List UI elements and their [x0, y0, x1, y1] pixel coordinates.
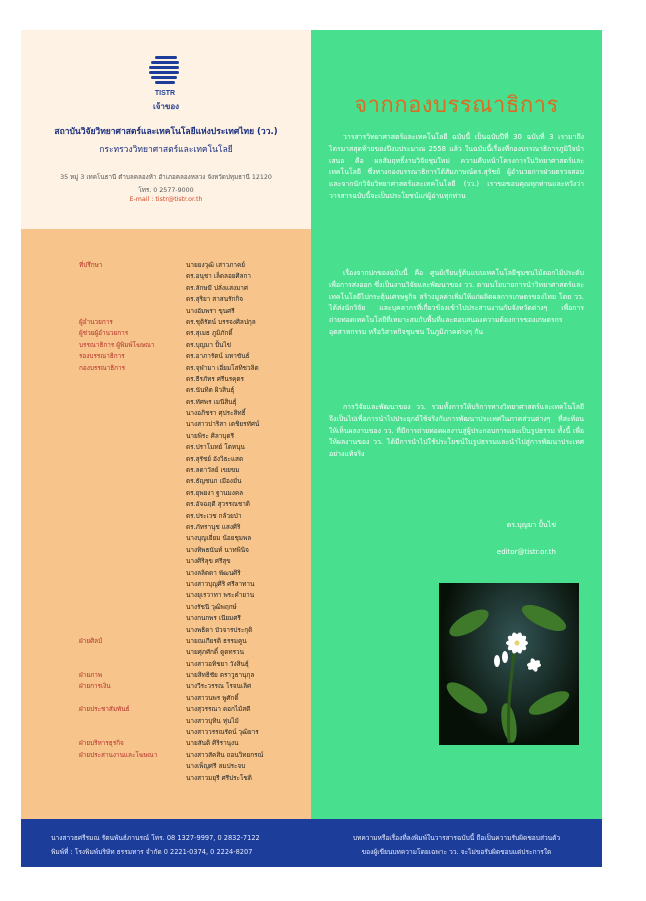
staff-role: กองบรรณาธิการ [79, 363, 126, 372]
staff-row [21, 613, 311, 624]
staff-row [21, 271, 311, 282]
staff-name: ดร.ธัญชนก เมืองมั่น [186, 477, 242, 486]
staff-role: รองบรรณาธิการ [79, 352, 125, 361]
staff-name: นางเพ็ญศรี ลมประจบ [186, 762, 246, 771]
staff-name: ดร.บุญมา ปั้นไข่ [186, 340, 231, 349]
staff-row [21, 454, 311, 465]
staff-row [21, 625, 311, 636]
print-info-footer [21, 819, 311, 867]
staff-name: ดร.จุฬามา เอี่ยมโสทิชวลิต [186, 363, 259, 372]
staff-row [21, 294, 311, 305]
staff-name: นายสิทธิชัย ตราวูธานุกุล [186, 671, 255, 680]
email: E-mail : tistr@tistr.or.th [129, 196, 203, 203]
staff-row [21, 693, 311, 704]
staff-row [21, 442, 311, 453]
signature-email: editor@tistr.or.th [496, 548, 556, 556]
staff-row [21, 568, 311, 579]
staff-row [21, 465, 311, 476]
staff-role: ผู้อำนวยการ [79, 317, 113, 326]
printer-name: พิมพ์ที่ : โรงพิมพ์บริษัท ธรรมทาร จำกัด 0 2221-0374, 0 2224-8207 [51, 848, 253, 856]
phone: โทร. 0 2577-9000 [138, 187, 194, 194]
staff-name: ดร.ประเวช กล้วยป่า [186, 511, 242, 520]
staff-row [21, 670, 311, 681]
jasmine-flower-photo [439, 583, 579, 745]
staff-row [21, 647, 311, 658]
staff-name: นางสุวรรณา ดอกไม้สดี [186, 705, 251, 714]
staff-row [21, 602, 311, 613]
disclaimer-line-1: บทความหรือเรื่องที่ลงพิมพ์ในวารสารฉบับนี้ ถือเป็นความรับผิดชอบส่วนตัว [352, 834, 561, 842]
staff-row [21, 499, 311, 510]
masthead-panel [21, 30, 311, 856]
staff-row [21, 397, 311, 408]
editorial-heading: จากกองบรรณาธิการ [354, 93, 559, 118]
staff-name: ดร.นันทิต ผิวสินธุ์ [186, 386, 235, 395]
staff-row [21, 659, 311, 670]
staff-name: นางกนกพร เนียมศรี [186, 614, 241, 623]
staff-row [21, 590, 311, 601]
staff-role: ฝ่ายบริหารธุรกิจ [79, 739, 124, 748]
staff-name: ดร.ชุติรัตน์ บรรจงศิลปกุล [186, 317, 256, 326]
staff-name: ดร.อนุชา เล็ดลอยศิลกา [186, 272, 251, 281]
staff-row [21, 727, 311, 738]
staff-name: นายศุภศักดิ์ ตูดทรวน [186, 648, 244, 657]
flower-illustration [439, 583, 579, 745]
staff-name: นางลลิตดา พัฒนศิริ [186, 568, 241, 577]
staff-row [21, 556, 311, 567]
institution-name: สถาบันวิจัยวิทยาศาสตร์และเทคโนโลยีแห่งประเทศไทย (วว.) [54, 127, 278, 137]
staff-row [21, 738, 311, 749]
staff-name: นางสาวสัคสิน ถอนวิทยกรณ์ [186, 750, 264, 759]
staff-row [21, 704, 311, 715]
editorial-paragraph-2: เรื่องจากปกของฉบับนี้ คือ ศูนย์เรียนรู้ต้นแบบเทคโนโลยีชุมชนไม้ดอกไม้ประดับ เพื่อการส่งออก ซึ่งเป็นงานวิจัยและพัฒนาของ วว. ตามนโยบายการนำวิทยาศาสตร์และเทคโนโลยีไปกระตุ้นเศรษฐกิจ สร้างมูลค่าเพิ่มให้แก่ผลิตผลการเกษตรของไทย โดย วว. ได้ส่งนักวิจัย และบุคลากรที่เกี่ยวข้องเข้าไปประสานงานกับจังหวัดต่างๆ เพื่อการถ่ายทอดเทคโนโลยีที่เหมาะสมกับพื้นที่และตอบสนองความต้องการของเกษตรกร อุตสาหกรรม หรือวิสาหกิจชุมชน ในภูมิภาคต่างๆ กัน [329, 269, 584, 336]
staff-name: ดร.สุริยา สาสนรักกิจ [186, 295, 243, 304]
staff-name: นายพิระ ศิลาบุตรี [186, 431, 235, 440]
staff-row [21, 374, 311, 385]
staff-row [21, 522, 311, 533]
disclaimer-footer [311, 819, 602, 867]
staff-row [21, 511, 311, 522]
tistr-logo-icon [145, 50, 185, 102]
staff-name: นายสันติ ศิริรานุงน [186, 739, 239, 748]
staff-row [21, 488, 311, 499]
masthead-header [21, 30, 311, 229]
staff-name: นางสาวอทิชยา วังสินธุ์ [186, 659, 249, 668]
staff-role: บรรณาธิการ ผู้พิมพ์โฆษณา [79, 340, 155, 349]
staff-row [21, 533, 311, 544]
staff-role: ฝ่ายภาพ [79, 671, 103, 680]
staff-name: ดร.ธีรภัทร ศรีนรคุตร [186, 374, 244, 383]
staff-row [21, 545, 311, 556]
staff-name: นางสาวนพร พูศักดิ์ [186, 693, 239, 702]
staff-row [21, 636, 311, 647]
editorial-paragraph-1: วารสารวิทยาศาสตร์และเทคโนโลยี ฉบับนี้ เป็นฉบับปีที่ 30 ฉบับที่ 3 เรามาถึงไตรมาสสุดท้ายของปีงบประมาณ 2558 แล้ว ในฉบับนี้เรื่องที่กองบรรณาธิการภูมิใจนำเสนอ คือ ผลสัมฤทธิ์งานวิจัยชุมใหม่ ความคืบหน้าโครงการในวิทยาศาสตร์และเทคโนโลยี ซึ่งทางกองบรรณาธิการได้สัมภาษณ์ดร.สุรัชย์ ผู้อำนวยการฝ่ายตรวจสอบ และจากนักวิจัยวิทยาศาสตร์และเทคโนโลยี (วว.) เราขอขอบคุณทุกท่านและหวังว่าวารสารฉบับนี้จะเป็นประโยชน์แก่ผู้อ่านทุกท่าน [329, 133, 584, 200]
staff-row [21, 408, 311, 419]
staff-row [21, 419, 311, 430]
staff-name: ดร.สุเมธ ภูมิภักดิ์ [186, 329, 233, 338]
staff-row [21, 306, 311, 317]
staff-role: ที่ปรึกษา [79, 261, 103, 269]
staff-name: ดร.อาภารัตน์ มหาขันธ์ [186, 352, 250, 361]
staff-name: ดร.ภัทรานุช แสงศิริ [186, 522, 241, 531]
signature-name: ดร.บุญมา ปั้นไข่ [506, 521, 556, 529]
staff-row [21, 385, 311, 396]
staff-name: นางสาวปาริสา เตชิยรทัศน์ [186, 420, 260, 429]
staff-row [21, 328, 311, 339]
logo-text: TISTR [154, 90, 176, 97]
staff-name: นางรัชนี วุฒิพฤกษ์ [186, 602, 237, 611]
staff-name: นางอัมพรา ขุนศรี [186, 306, 235, 315]
staff-row [21, 750, 311, 761]
staff-name: นางสาวบุทิน หุ่นไม้ [186, 716, 239, 725]
disclaimer-line-2: ของผู้เขียนบทความโดยเฉพาะ วว. จะไม่ขอรับผิดชอบแต่ประการใด [361, 848, 552, 856]
printer-contact: นางสาวธศรีรมณ รัตนพันธ์ภานรณ์ โทร. 08 1327-9997, 0 2832-7122 [51, 834, 260, 842]
staff-name: ดร.อัจฉฤดี สุวรรณชาติ [186, 500, 250, 509]
staff-name: นายณเกียรติ ธรรมคูน [186, 636, 247, 645]
staff-name: นางทิพธนันท์ นาทพินิจ [186, 545, 249, 554]
staff-row [21, 761, 311, 772]
editorial-panel [311, 30, 602, 856]
staff-name: นางยุเรวาทา พระคำยาน [186, 591, 255, 600]
staff-row [21, 283, 311, 294]
staff-role: ฝ่ายศิลป์ [79, 636, 103, 645]
staff-name: นางพธิดา บัวจารประกุดิ [186, 625, 253, 634]
staff-row [21, 260, 311, 271]
staff-row [21, 340, 311, 351]
staff-role: ผู้ช่วยผู้อำนวยการ [79, 329, 129, 338]
staff-name: ดร.ลักษมี ปลั่งแสงมาศ [186, 283, 248, 292]
staff-role: ฝ่ายประสานงานและโฆษณา [79, 750, 158, 759]
staff-row [21, 476, 311, 487]
staff-row [21, 351, 311, 362]
staff-row [21, 317, 311, 328]
staff-role: ฝ่ายประชาสัมพันธ์ [79, 705, 130, 714]
staff-row [21, 681, 311, 692]
staff-name: นางศิริลุข ศรีสุข [186, 557, 231, 566]
publisher-label: เจ้าของ [152, 102, 180, 111]
staff-name: นางอภิชรา ศุประสิทธิ์ [186, 409, 246, 418]
editorial-paragraph-3: การวิจัยและพัฒนาของ วว. รวมทั้งการให้บริการทางวิทยาศาสตร์และเทคโนโลยี จึงเป็นไปเพื่อการนำไปประยุกต์ใช้จริงกับการพัฒนาประเทศในภาคส่วนต่างๆ ที่สะท้อนให้เห็นผลงานของ วว. ที่มีการถ่ายทอดผลงานสู่ผู้ประกอบการและเป็นรูปธรรม ทั้งนี้ เพื่อให้ผลงานของ วว. ได้มีการนำไปใช้ประโยชน์ในรูปธรรมและนำไปสู่การพัฒนาประเทศอย่างแท้จริง [329, 403, 584, 459]
staff-name: ดร.ทัศพร เมนีสินธุ์ [186, 397, 237, 406]
staff-role: ฝ่ายการเงิน [79, 682, 111, 691]
staff-row [21, 579, 311, 590]
staff-name: นางสาวบุญศิริ ศรีลาทาน [186, 579, 255, 588]
staff-row [21, 431, 311, 442]
staff-row [21, 363, 311, 374]
staff-list [21, 260, 311, 784]
ministry-name: กระทรวงวิทยาศาสตร์และเทคโนโลยี [99, 145, 233, 155]
staff-row [21, 773, 311, 784]
staff-name: นางสาวมยุรี ศรีประโชติ [186, 773, 252, 782]
staff-name: ดร.สุรัชย์ อังวิธะแสด [186, 454, 244, 463]
staff-name: นางบุญเยี่ยม น้อยชุมพล [186, 534, 252, 543]
staff-name: นางวีระวรรณ โรจนเลิศ [186, 682, 252, 691]
staff-name: ดร.ลดาวัลย์ เขยขม [186, 466, 240, 475]
staff-name: นางสาววรรณรัตน์ วุฒิยาร [186, 728, 259, 737]
staff-row [21, 716, 311, 727]
staff-name: ดร.ยุพยงา ฐานมงคล [186, 488, 244, 497]
staff-name: ดร.ปราโมทย์ โตหนุน [186, 443, 245, 452]
address: 35 หมู่ 3 เทคโนธานี ตำบลคลองห้า อำเภอคลองหลวง จังหวัดปทุมธานี 12120 [60, 174, 272, 181]
staff-name: นายยงวุฒิ เสาวภาคย์ [186, 261, 246, 269]
